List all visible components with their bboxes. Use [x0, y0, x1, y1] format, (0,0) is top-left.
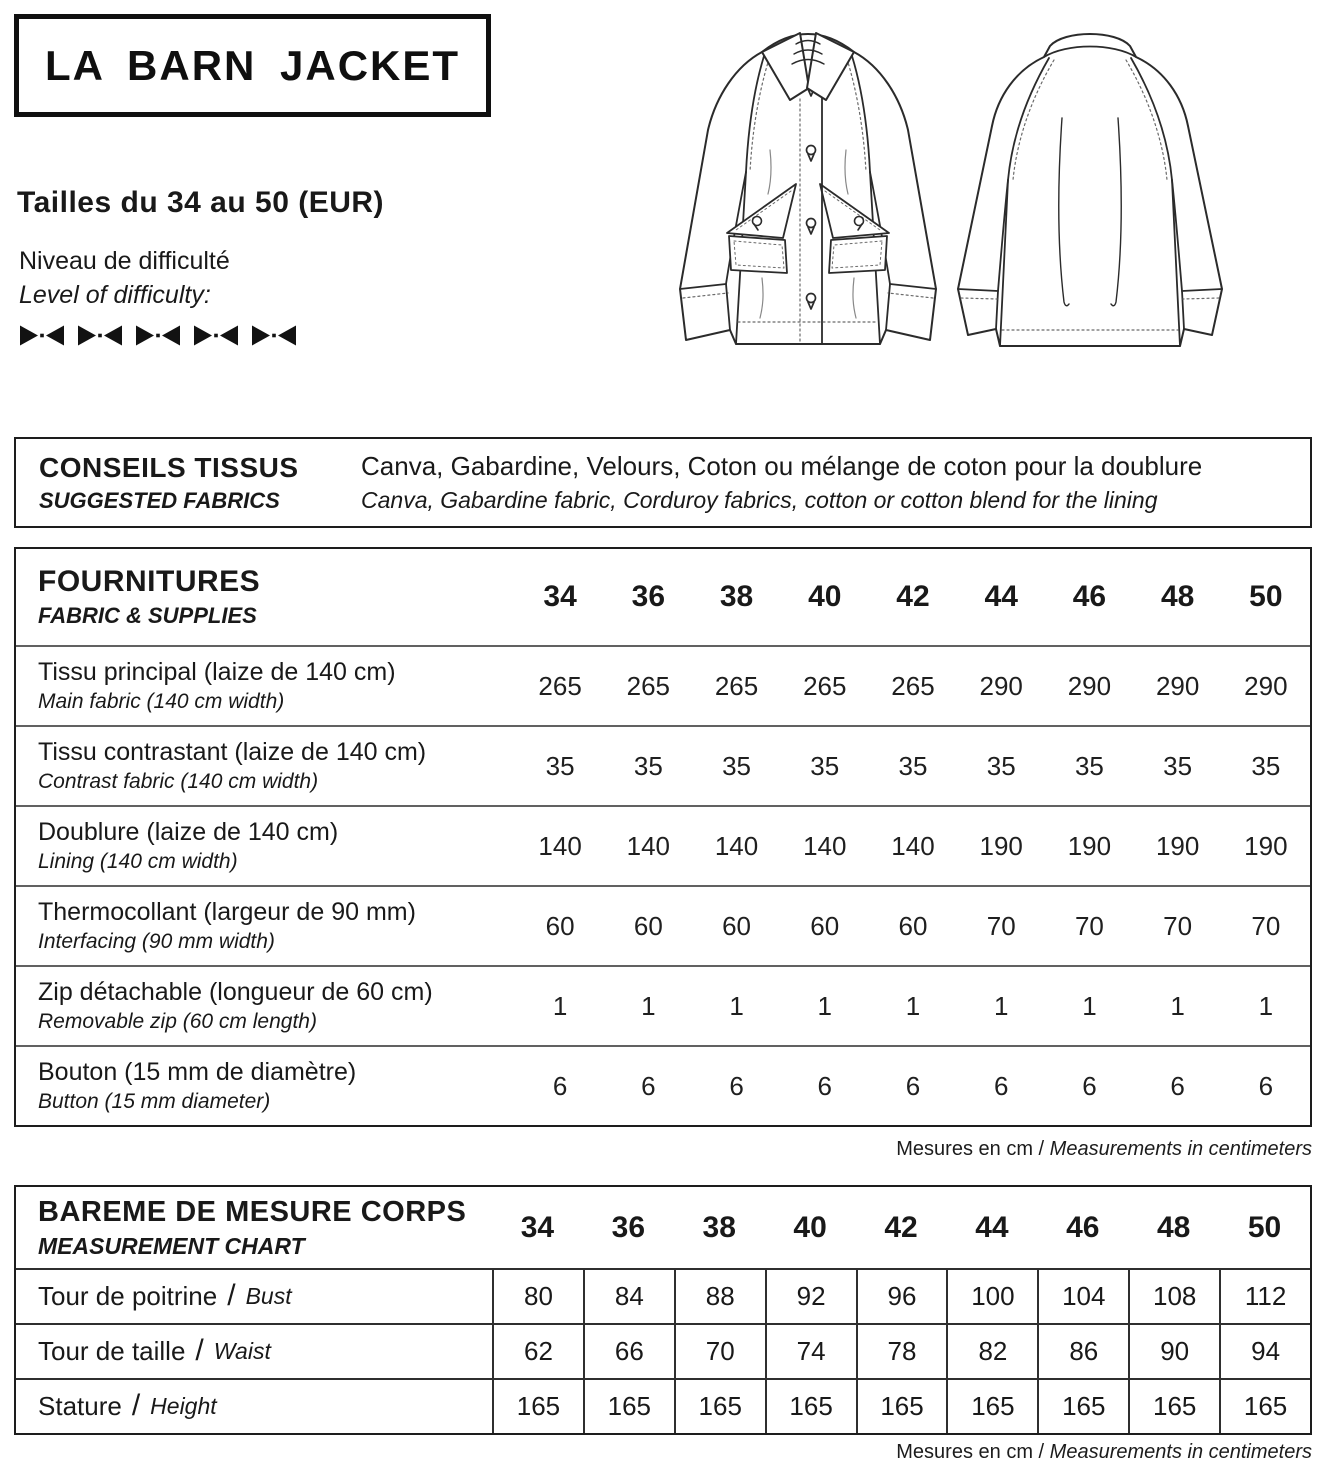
row-label-en: Height [150, 1393, 217, 1419]
jacket-technical-drawing [650, 0, 1326, 400]
difficulty-bowtie-icon [19, 325, 65, 351]
value-cell: 290 [1244, 670, 1288, 701]
value-cell: 6 [1170, 1070, 1185, 1101]
value-cell: 265 [891, 670, 935, 701]
size-header: 42 [884, 1210, 918, 1244]
value-cell: 165 [946, 1380, 1037, 1433]
size-header: 46 [1066, 1210, 1100, 1244]
row-label-en: Removable zip (60 cm length) [38, 1010, 317, 1033]
value-cell: 1 [641, 990, 656, 1021]
size-header: 36 [611, 1210, 646, 1244]
value-cell: 6 [1258, 1070, 1274, 1101]
title-box [14, 14, 491, 117]
value-cell: 96 [856, 1270, 947, 1323]
supplies-table-header [16, 549, 1310, 645]
value-cell: 140 [538, 830, 582, 861]
value-cell: 165 [1037, 1380, 1128, 1433]
row-label-fr: Bouton (15 mm de diamètre) [38, 1058, 357, 1086]
value-cell: 290 [979, 670, 1023, 701]
value-cell: 35 [545, 750, 575, 781]
value-cell: 35 [1074, 750, 1104, 781]
jacket-front-drawing [680, 33, 936, 344]
value-cell: 140 [714, 830, 759, 861]
row-label-fr: Zip détachable (longueur de 60 cm) [38, 978, 433, 1006]
size-header: 44 [975, 1210, 1009, 1244]
value-cell: 35 [986, 750, 1016, 781]
size-header: 38 [719, 580, 754, 613]
fabrics-label [16, 452, 361, 514]
size-header: 44 [984, 580, 1018, 613]
value-cell: 140 [626, 830, 671, 861]
value-cell: 86 [1037, 1325, 1128, 1378]
value-cell: 35 [633, 750, 663, 781]
row-label-fr: Tissu principal (laize de 140 cm) [38, 658, 396, 686]
units-note-separator: / [1038, 1138, 1045, 1160]
supplies-table [14, 547, 1312, 1127]
value-cell: 6 [641, 1070, 656, 1101]
size-header: 38 [702, 1210, 736, 1244]
sizes-range-line: Tailles du 34 au 50 (EUR) [17, 186, 385, 219]
row-label-en: Lining (140 cm width) [38, 850, 238, 873]
units-note-en: Measurements in centimeters [1049, 1441, 1312, 1463]
table-row [16, 965, 1310, 1045]
value-cell: 1 [817, 990, 832, 1021]
value-cell: 35 [1251, 750, 1281, 781]
measurement-title [16, 1187, 492, 1268]
value-cell: 60 [898, 910, 928, 941]
value-cell: 290 [1067, 670, 1112, 701]
value-cell: 78 [856, 1325, 947, 1378]
value-cell: 70 [1251, 910, 1281, 941]
value-cell: 80 [492, 1270, 583, 1323]
value-cell: 190 [1067, 830, 1112, 861]
units-note-fr: Mesures en cm [896, 1138, 1033, 1160]
value-cell: 94 [1219, 1325, 1310, 1378]
value-cell: 265 [803, 670, 847, 701]
value-cell: 60 [810, 910, 840, 941]
value-cell: 165 [765, 1380, 856, 1433]
supplies-title [16, 549, 516, 645]
table-row [16, 645, 1310, 725]
value-cell: 165 [1128, 1380, 1219, 1433]
row-label-fr: Stature [38, 1391, 122, 1421]
value-cell: 165 [1219, 1380, 1310, 1433]
difficulty-section [19, 247, 297, 351]
value-cell: 70 [986, 910, 1016, 941]
row-label-en: Bust [245, 1283, 292, 1309]
value-cell: 290 [1155, 670, 1200, 701]
supplies-title-fr: FOURNITURES [38, 565, 261, 598]
value-cell: 6 [1082, 1070, 1097, 1101]
difficulty-label-fr: Niveau de difficulté [19, 247, 230, 275]
difficulty-bowtie-icon [251, 325, 297, 351]
row-label-en: Waist [213, 1338, 271, 1364]
jacket-back-drawing [958, 34, 1222, 346]
value-cell: 265 [538, 670, 582, 701]
fabrics-label-en: SUGGESTED FABRICS [39, 487, 280, 513]
difficulty-label-en: Level of difficulty: [19, 281, 211, 309]
value-cell: 1 [1258, 990, 1274, 1021]
row-label-fr: Tour de poitrine [38, 1281, 218, 1311]
row-label-en: Interfacing (90 mm width) [38, 930, 275, 953]
value-cell: 74 [765, 1325, 856, 1378]
size-header: 34 [520, 1210, 555, 1244]
size-header: 40 [793, 1210, 827, 1244]
row-label-en: Button (15 mm diameter) [38, 1090, 271, 1113]
value-cell: 165 [674, 1380, 765, 1433]
value-cell: 82 [946, 1325, 1037, 1378]
units-note [896, 1138, 1312, 1161]
row-label-en: Contrast fabric (140 cm width) [38, 770, 319, 793]
value-cell: 1 [905, 990, 921, 1021]
page-title: LA BARN JACKET [44, 41, 461, 89]
value-cell: 62 [492, 1325, 583, 1378]
units-note-en: Measurements in centimeters [1049, 1138, 1312, 1160]
value-cell: 35 [810, 750, 840, 781]
value-cell: 84 [583, 1270, 674, 1323]
value-cell: 88 [674, 1270, 765, 1323]
value-cell: 265 [626, 670, 671, 701]
measurement-title-fr: BAREME DE MESURE CORPS [38, 1195, 467, 1228]
value-cell: 60 [722, 910, 751, 941]
size-header: 46 [1072, 580, 1107, 613]
value-cell: 190 [979, 830, 1023, 861]
row-label-fr: Doublure (laize de 140 cm) [38, 818, 339, 846]
measurement-table [14, 1185, 1312, 1435]
value-cell: 92 [765, 1270, 856, 1323]
size-header: 50 [1247, 1210, 1282, 1244]
value-cell: 1 [1082, 990, 1097, 1021]
supplies-title-en: FABRIC & SUPPLIES [38, 603, 257, 628]
value-cell: 35 [1163, 750, 1193, 781]
value-cell: 140 [891, 830, 935, 861]
value-cell: 140 [803, 830, 847, 861]
size-header: 48 [1160, 580, 1195, 613]
units-note [896, 1441, 1312, 1464]
label-separator: / [131, 1388, 141, 1422]
size-header: 36 [631, 580, 666, 613]
value-cell: 6 [729, 1070, 744, 1101]
size-header: 48 [1156, 1210, 1191, 1244]
value-cell: 190 [1244, 830, 1288, 861]
value-cell: 70 [674, 1325, 765, 1378]
fabrics-text-en: Canva, Gabardine fabric, Corduroy fabrics, cotton or cotton blend for the lining [361, 487, 1158, 513]
table-row [16, 1045, 1310, 1125]
size-header: 40 [808, 580, 842, 613]
row-label-en: Main fabric (140 cm width) [38, 690, 285, 713]
value-cell: 1 [729, 990, 744, 1021]
units-note-fr: Mesures en cm [896, 1441, 1033, 1463]
table-row [16, 1268, 1310, 1323]
value-cell: 104 [1037, 1270, 1128, 1323]
suggested-fabrics-box [14, 437, 1312, 528]
row-label-fr: Tour de taille [38, 1336, 186, 1366]
difficulty-bowtie-icon [77, 325, 123, 351]
value-cell: 66 [583, 1325, 674, 1378]
value-cell: 1 [552, 990, 568, 1021]
size-header: 34 [543, 580, 577, 613]
fabrics-text [361, 451, 1202, 514]
table-row [16, 1323, 1310, 1378]
value-cell: 60 [545, 910, 575, 941]
value-cell: 70 [1163, 910, 1193, 941]
value-cell: 70 [1074, 910, 1104, 941]
value-cell: 165 [583, 1380, 674, 1433]
table-row [16, 725, 1310, 805]
row-label-fr: Thermocollant (largeur de 90 mm) [38, 898, 416, 926]
value-cell: 6 [817, 1070, 832, 1101]
row-label-fr: Tissu contrastant (laize de 140 cm) [38, 738, 427, 766]
measurement-title-en: MEASUREMENT CHART [38, 1232, 305, 1259]
difficulty-bowtie-icon [193, 325, 239, 351]
value-cell: 165 [856, 1380, 947, 1433]
measurement-table-header [16, 1187, 1310, 1268]
fabrics-label-fr: CONSEILS TISSUS [39, 451, 299, 483]
fabrics-text-fr: Canva, Gabardine, Velours, Coton ou mélange de coton pour la doublure [361, 451, 1203, 481]
value-cell: 35 [722, 750, 751, 781]
size-header: 50 [1249, 580, 1283, 613]
value-cell: 190 [1155, 830, 1200, 861]
value-cell: 90 [1128, 1325, 1219, 1378]
value-cell: 6 [993, 1070, 1009, 1101]
table-row [16, 885, 1310, 965]
table-row [16, 1378, 1310, 1433]
value-cell: 112 [1219, 1270, 1310, 1323]
difficulty-bowtie-icon [135, 325, 181, 351]
difficulty-rating [19, 325, 297, 351]
value-cell: 100 [946, 1270, 1037, 1323]
label-separator: / [195, 1333, 204, 1367]
value-cell: 35 [898, 750, 928, 781]
value-cell: 60 [633, 910, 663, 941]
table-row [16, 805, 1310, 885]
value-cell: 6 [905, 1070, 921, 1101]
label-separator: / [227, 1278, 236, 1312]
value-cell: 1 [993, 990, 1009, 1021]
value-cell: 1 [1170, 990, 1185, 1021]
value-cell: 108 [1128, 1270, 1219, 1323]
value-cell: 6 [552, 1070, 568, 1101]
value-cell: 165 [492, 1380, 583, 1433]
value-cell: 265 [714, 670, 759, 701]
size-header: 42 [896, 580, 930, 613]
units-note-separator: / [1038, 1441, 1045, 1463]
